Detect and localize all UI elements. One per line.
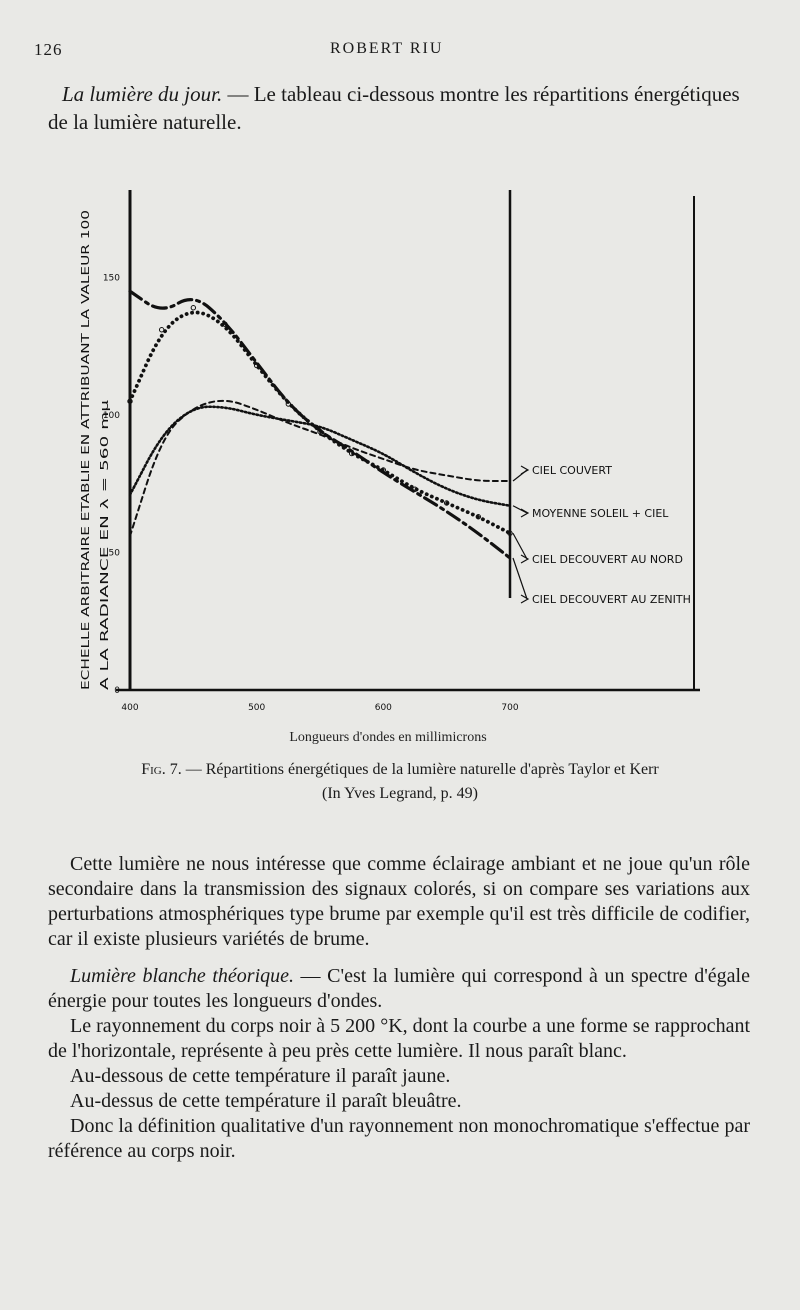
x-tick-label: 400	[121, 703, 139, 713]
legend-arrow	[513, 533, 527, 559]
caption-text: — Répartitions énergétiques de la lumière naturelle d'après Taylor et Kerr	[181, 761, 659, 778]
series-point	[159, 328, 163, 332]
legend-label-3: MOYENNE SOLEIL + CIEL	[532, 507, 669, 520]
paragraph-2	[48, 964, 750, 1014]
legend-arrowhead	[521, 595, 528, 603]
x-tick-label: 700	[501, 703, 519, 713]
legend-arrowhead	[521, 555, 528, 563]
y-tick-label: 150	[102, 273, 120, 284]
y-tick-label: 0	[114, 686, 120, 696]
y-axis-label-line-1: ECHELLE ARBITRAIRE ETABLIE EN ATTRIBUANT LA VALEUR 100	[79, 344, 92, 690]
chart-axes	[116, 190, 700, 690]
body-text	[48, 852, 750, 1164]
paragraph-2-text: C'est la lumière qui correspond à un spectre d'égale énergie pour toutes les longueurs d'ondes.	[48, 965, 750, 1012]
legend-label-2: CIEL DECOUVERT AU NORD	[532, 553, 683, 566]
page-number: 126	[34, 40, 63, 59]
series-line-2	[130, 312, 510, 533]
paragraph-4: Au-dessous de cette température il paraît jaune.	[70, 1065, 451, 1087]
paragraph-5: Au-dessus de cette température il paraît bleuâtre.	[70, 1090, 462, 1112]
paragraph-3: Le rayonnement du corps noir à 5 200 °K, dont la courbe a une forme se rapprochant de l'horizontale, représente à peu près cette lumière. Il nous paraît blanc.	[48, 1015, 750, 1062]
caption-label: Fig. 7.	[141, 761, 182, 778]
chart-series-layer	[128, 291, 512, 558]
paragraph-1: Cette lumière ne nous intéresse que comme éclairage ambiant et ne joue qu'un rôle secondaire dans la transmission des signaux colorés, si on compare ses variations aux perturbations atmosphériques type brume par exemple qu'il est très difficile de codifier, car il existe plusieurs variétés de brume.	[48, 853, 750, 950]
running-head: ROBERT RIU	[330, 40, 444, 57]
paragraph-2-heading: Lumière blanche théorique.	[70, 965, 294, 987]
legend-label-4: CIEL COUVERT	[532, 464, 612, 477]
x-tick-label: 500	[248, 703, 266, 713]
caption-source: (In Yves Legrand, p. 49)	[322, 785, 478, 802]
figure-caption	[30, 758, 770, 806]
paragraph-2-dash: —	[294, 965, 328, 987]
y-tick-label: 100	[102, 411, 120, 421]
section-heading: La lumière du jour.	[62, 82, 223, 106]
series-line-1	[130, 291, 510, 558]
x-tick-label: 600	[374, 703, 392, 713]
series-line-3	[130, 407, 510, 506]
intro-text: Le tableau ci-dessous montre les répartitions énergétiques de la lumière naturelle.	[48, 82, 740, 134]
chart-labels-layer	[79, 210, 691, 745]
y-axis-label-line-2: A LA RADIANCE EN λ = 560 mμ	[98, 517, 111, 690]
legend-label-1: CIEL DECOUVERT AU ZENITH	[532, 593, 691, 606]
series-point	[191, 306, 195, 310]
paragraph-6: Donc la définition qualitative d'un rayonnement non monochromatique s'effectue par référence au corps noir.	[48, 1115, 750, 1162]
legend-arrowhead	[521, 466, 528, 474]
legend-arrow	[513, 558, 527, 599]
heading-dash: —	[222, 82, 254, 106]
y-tick-label: 50	[108, 548, 120, 559]
x-axis-label: Longueurs d'ondes en millimicrons	[289, 730, 487, 745]
legend-arrowhead	[521, 509, 528, 517]
